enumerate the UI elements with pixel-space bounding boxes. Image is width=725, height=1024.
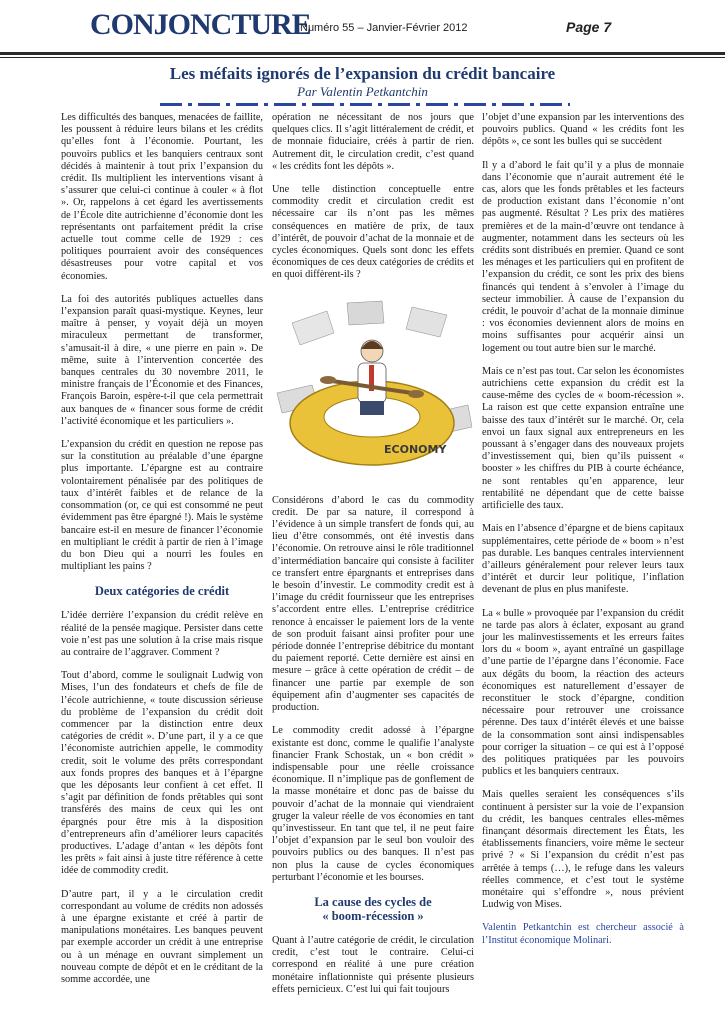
author-note: Valentin Petkantchin est chercheur associé à l’Institut économique Molinari. [482,922,684,946]
paragraph: La foi des autorités publiques actuelles dans l’expansion paraît quasi-mystique. Keynes, leur maître à penser, y voyait déjà un moyen miraculeux permettant de transformer, s’amusait-il à dire, « une pierre en pain ». De même, suite à l’intervention concertée des banques centrales du 30 novembre 2011, le ministre français de l’Économie et des Finances, François Baroin, espère-t-il que cela permettrait aux banques de « financer sous forme de crédit l’activité économique et les particuliers ». [61,293,263,427]
column-1 [61,112,263,997]
section-heading-line: « boom-récession » [322,908,424,923]
paragraph: l’objet d’une expansion par les interventions des pouvoirs publics. Quand « les crédits font les dépôts », ce sont les bulles qui se succèdent [482,112,684,148]
paragraph: Mais ce n’est pas tout. Car selon les économistes autrichiens cette expansion du crédit est la cause-même des cycles de « boom-récession ». La raison est que cette expansion entraîne une baisse des taux d’intérêt sur le marché. Or, cela envoi un faux signal aux entrepreneurs en les poussant à s’engager dans des nouveaux projets d’investissement qui, bien qu’ils puissent « booster » les chiffres du PIB à courte échéance, ne sont rentables qu’en apparence, leur rentabilité ne dépendant que de cette baisse artificielle des taux. [482,365,684,512]
issue-label: Numéro 55 – Janvier-Février 2012 [300,22,468,34]
paragraph: Les difficultés des banques, menacées de faillite, les poussent à réduire leurs bilans et les crédits qu’elles font à l’économie. Pourtant, les pouvoirs publics et les banquiers centraux sont décidés à maintenir à tout prix l’expansion du crédit. Ils multiplient les interventions visant à s’assurer que celui-ci continue à couler « à flot ». Or, rappelons à cet égard les avertissements de l’École dite autrichienne d’économie dont les représentants ont parfaitement prédit la crise actuelle tout comme celle de 1929 : ces politiques pourraient avoir des conséquences désastreuses pour votre capital et vos économies. [61,112,263,282]
article-author: Par Valentin Petkantchin [297,84,428,99]
column-3 [482,112,684,958]
article-title: Les méfaits ignorés de l’expansion du crédit bancaire [169,64,556,83]
paragraph: Mais quelles seraient les conséquences s’ils continuent à persister sur la voie de l’expansion du crédit, les banques centrales elles-mêmes finançant désormais directement les États, les établissements financiers, voire même le secteur privé ? « Si l’expansion du crédit n’est pas arrêtée à temps (…), le refuge dans les valeurs réelles commence, et c’est tout le système monétaire qui s’effondre », nous prévient Ludwig von Mises. [482,789,684,911]
paragraph: opération ne nécessitant de nos jours que quelques clics. Il s’agit littéralement de crédit, et de monnaie fiduciaire, créés à partir de rien. Autrement dit, le circulation credit, c’est quand « les crédits font les dépôts ». [272,112,474,172]
paragraph: Il y a d’abord le fait qu’il y a plus de monnaie dans l’économie que n’aurait autrement été le cas, alors que les fonds prêtables et les facteurs de production existant dans l’économie n’ont pas augmenté. Résultat ? Les prix des matières premières et de la main-d’œuvre ont tendance à augmenter, notamment dans les secteurs où les crédits sont distribués en premier. Quand ce sont les ménages et les particuliers qui en profitent de l’expansion du crédit, ce sont les prix des biens financés qui tendent à s’envoler à l’image du secteur immobilier. À cause de l’expansion du crédit, le pouvoir d’achat de la monnaie diminue : vos économies deviennent alors de moins en moins suffisantes pour acquérir ainsi un logement ou tout autre bien sur le marché. [482,159,684,354]
paragraph: Le commodity credit adossé à l’épargne existante est donc, comme le qualifie l’analyste financier Frank Schostak, un « bon crédit » indispensable pour une réelle croissance économique. Il n’implique pas de gonflement de la masse monétaire et donc pas de baisse du pouvoir d’achat de la monnaie qui viendraient gruger la valeur réelle de vos économies en tant qu’investisseur. En tant que tel, il ne peut faire l’objet d’expansion par le seul bon vouloir des pouvoirs publics ou des banques. Il n’est pas non plus la cause de cycles économiques perturbant l’économie et les bourses. [272,725,474,883]
paragraph: Mais en l’absence d’épargne et de biens capitaux supplémentaires, cette période de « boom » n’est pas durable. Les banques centrales interviennent d’ailleurs généralement pour relever leurs taux d’intérêt et durcir leur politique, l’inflation devenant de plus en plus manifeste. [482,523,684,596]
paragraph: Considérons d’abord le cas du commodity credit. De par sa nature, il correspond à l’évidence à un simple transfert de fonds qui, au lieu d’être consommés, ont été investis dans l’économie. On retrouve ainsi le rôle traditionnel d’intermédiation bancaire qui consiste à faciliter ce transfert entre épargnants et entreprises dans le besoin d’investir. Le commodity credit est à l’image du crédit fournisseur que les entreprises s’accordent entre elles. L’entreprise créditrice renonce à encaisser le paiement lors de la vente de son produit faisant ainsi profiter pour une période donnée l’entreprise débitrice du montant du paiement reporté. Cette dernière est ainsi en mesure – grâce à cette opération de crédit – de financer une partie par exemple de son équipement afin d’augmenter ses capacités de production. [272,494,474,714]
page-number: Page 7 [566,19,612,35]
header-rule [0,52,725,55]
column-2 [272,112,474,1007]
paragraph: Une telle distinction conceptuelle entre commodity credit et circulation credit est nécessaire car ils n’ont pas les mêmes conséquences en matière de prix, de taux d’intérêt, de pouvoir d’achat de la monnaie et de cycles économiques. Quels sont donc les effets économiques de ces deux catégories de crédits et en quoi diffèrent-ils ? [272,184,474,281]
paragraph: La « bulle » provoquée par l’expansion du crédit ne tarde pas alors à éclater, exposant au grand jour les malinvestissements et les erreurs faites lors du « boom », ayant entraîné un gaspillage d’une partie de l’épargne dans l’économie. Face aux dégâts du boom, la réaction des acteurs économiques est naturellement d’essayer de reconstituer le stock d’épargne, condition nécessaire pour retrouver une croissance pérenne. Des taux d’intérêt élevés et une baisse de la consommation sont ainsi indispensables pour corriger la situation – ce qui est à l’opposé des politiques pratiquées par les pouvoirs publics et les banquiers centraux. [482,607,684,778]
header-rule-thin [0,57,725,58]
float-label: ECONOMY [384,442,447,456]
paragraph: Tout d’abord, comme le soulignait Ludwig von Mises, l’un des fondateurs et chefs de file de l’école autrichienne, « toute discussion sérieuse du problème de l’expansion du crédit doit commencer par la distinction entre deux catégories de crédit ». D’une part, il y a ce que l’économiste autrichien appelle, le commodity credit, soit le volume des prêts correspondant aux fonds propres des banques et à l’épargne que les déposants leur confient à cet effet. Il s’agit par définition de fonds prêtables qui sont transférés des mains de ceux qui les ont épargnés pour être mis à la disposition d’entrepreneurs afin d’améliorer leurs capacités productives. L’adage d’antan « les dépôts font les prêts » fait ainsi à juste titre référence à cette idée de commodity credit. [61,670,263,877]
section-heading: Deux catégories de crédit [94,584,230,599]
paragraph: Quant à l’autre catégorie de crédit, le circulation credit, c’est tout le contraire. Celui-ci correspond en réalité à une pure création monétaire inflationniste qui présente plusieurs effets pernicieux. C’est lui qui fait toujours [272,934,474,995]
section-heading-line: La cause des cycles de [314,894,432,909]
logo: CONJONCTURE [90,8,311,41]
page-header [0,0,725,60]
paragraph: L’expansion du crédit en question ne repose pas sur la constitution au préalable d’une épargne plus importante. L’épargne est au contraire volontairement pénalisée par des politiques de taux d’intérêt faibles et de relance de la consommation (or, ce qui est consommé ne peut évidemment pas être épargné !). Mais le système bancaire est-il en mesure de financer l’économie en multipliant le crédit à partir de rien à l’image du bon Dieu qui a nourri les foules en multipliant les pains ? [61,439,263,573]
paragraph: L’idée derrière l’expansion du crédit relève en réalité de la pensée magique. Persister dans cette voie n’est pas une solution à la crise mais risque au contraire de l’aggraver. Comment ? [61,610,263,658]
title-divider [160,103,570,106]
section-heading [272,895,474,923]
paragraph: D’autre part, il y a le circulation credit correspondant au volume de crédits non adossés à une épargne existante et créé à partir de manipulations monétaires. Les banques peuvent par exemple accorder un crédit à une entreprise ou à un ménage en ouvrant simplement un nouveau compte de dépôt et en le créditant de la somme accordée, une [61,888,263,985]
illustration [272,293,474,485]
